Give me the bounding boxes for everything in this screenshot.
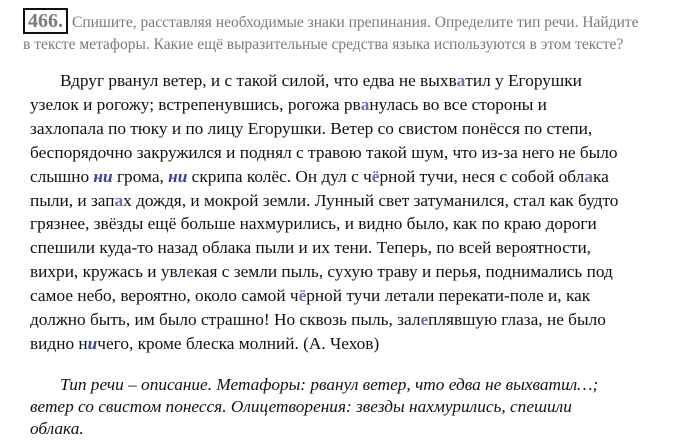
text-segment: захлопала по тюку и по лицу Егорушки. Ветер со свистом понёсся по степи, <box>30 118 593 138</box>
passage-line <box>30 189 690 213</box>
highlighted-letter: ни <box>93 166 113 186</box>
passage-line <box>30 117 690 141</box>
text-segment: кая с земли пыль, сухую траву и перья, поднимались под <box>193 262 613 282</box>
text-segment: рной тучи летали перекати-поле и, как <box>306 286 591 306</box>
passage-line <box>30 284 690 308</box>
passage-line <box>30 141 690 165</box>
passage-line <box>30 308 690 332</box>
text-segment: тил у Егорушки <box>465 71 582 90</box>
text-segment: беспорядочно закружился и поднял с травою такой шум, что из-за него не было <box>30 142 618 162</box>
passage-line <box>30 69 690 93</box>
highlighted-letter: и <box>87 333 98 353</box>
instructions-line-2: в тексте метафоры. Какие ещё выразительные средства языка используются в этом тексте? <box>23 36 624 53</box>
text-segment: скрипа колёс. Он дул с ч <box>187 166 372 186</box>
highlighted-letter: ни <box>168 166 188 186</box>
answer-line-3: облака. <box>30 419 84 438</box>
highlighted-letter: е <box>420 310 429 330</box>
text-segment: видно н <box>30 333 88 353</box>
text-segment: Вдруг рванул ветер, и с такой силой, что едва не выхв <box>60 71 457 90</box>
answer-line-2: ветер со свистом понесся. Олицетворения: звезды нахмурились, спешили <box>30 397 572 416</box>
text-segment: рной тучи, неся с собой обл <box>379 166 585 186</box>
text-segment: х дождя, и мокрой земли. Лунный свет затуманился, стал как будто <box>123 190 619 210</box>
passage-line <box>30 212 690 236</box>
highlighted-letter: а <box>584 166 593 186</box>
passage-line <box>30 260 690 284</box>
highlighted-letter: е <box>186 262 194 282</box>
text-segment: пыли, и зап <box>30 190 115 210</box>
text-segment: плявшую глаза, не было <box>428 310 606 330</box>
task-instructions <box>23 8 683 55</box>
highlighted-letter: а <box>360 94 370 114</box>
exercise-number: 466. <box>23 8 68 34</box>
passage-text <box>30 69 690 356</box>
text-segment: узелок и рогожу; встрепенувшись, рогожа рв <box>30 94 361 114</box>
highlighted-letter: ё <box>298 286 307 306</box>
passage-line <box>30 236 690 260</box>
text-segment: чего, кроме блеска молний. (А. Чехов) <box>97 333 380 353</box>
text-segment: ка <box>592 166 609 186</box>
passage-line <box>30 93 690 117</box>
highlighted-letter: а <box>114 190 124 210</box>
answer-line-1: Тип речи – описание. Метафоры: рванул ветер, что едва не выхватил…; <box>60 375 599 394</box>
passage-line <box>30 165 690 189</box>
text-segment: вихри, кружась и увл <box>30 262 187 282</box>
text-segment: должно быть, им было страшно! Но сквозь пыль, зал <box>30 310 421 330</box>
text-segment: грома, <box>112 166 169 186</box>
text-segment: грязнее, звёзды ещё больше нахмурились, и видно было, как по краю дороги <box>30 214 597 234</box>
passage-line <box>30 332 690 356</box>
highlighted-letter: ё <box>371 166 380 186</box>
highlighted-letter: а <box>456 71 466 90</box>
text-segment: самое небо, вероятно, около самой ч <box>30 286 299 306</box>
text-segment: нулась во все стороны и <box>369 94 547 114</box>
text-segment: слышно <box>30 166 94 186</box>
text-segment: спешили куда-то назад облака пыли и их тени. Теперь, по всей вероятности, <box>30 238 592 258</box>
task-header <box>23 8 683 55</box>
instructions-line-1: Спишите, расставляя необходимые знаки препинания. Определите тип речи. Найдите <box>72 14 639 31</box>
answer-block <box>30 374 690 440</box>
